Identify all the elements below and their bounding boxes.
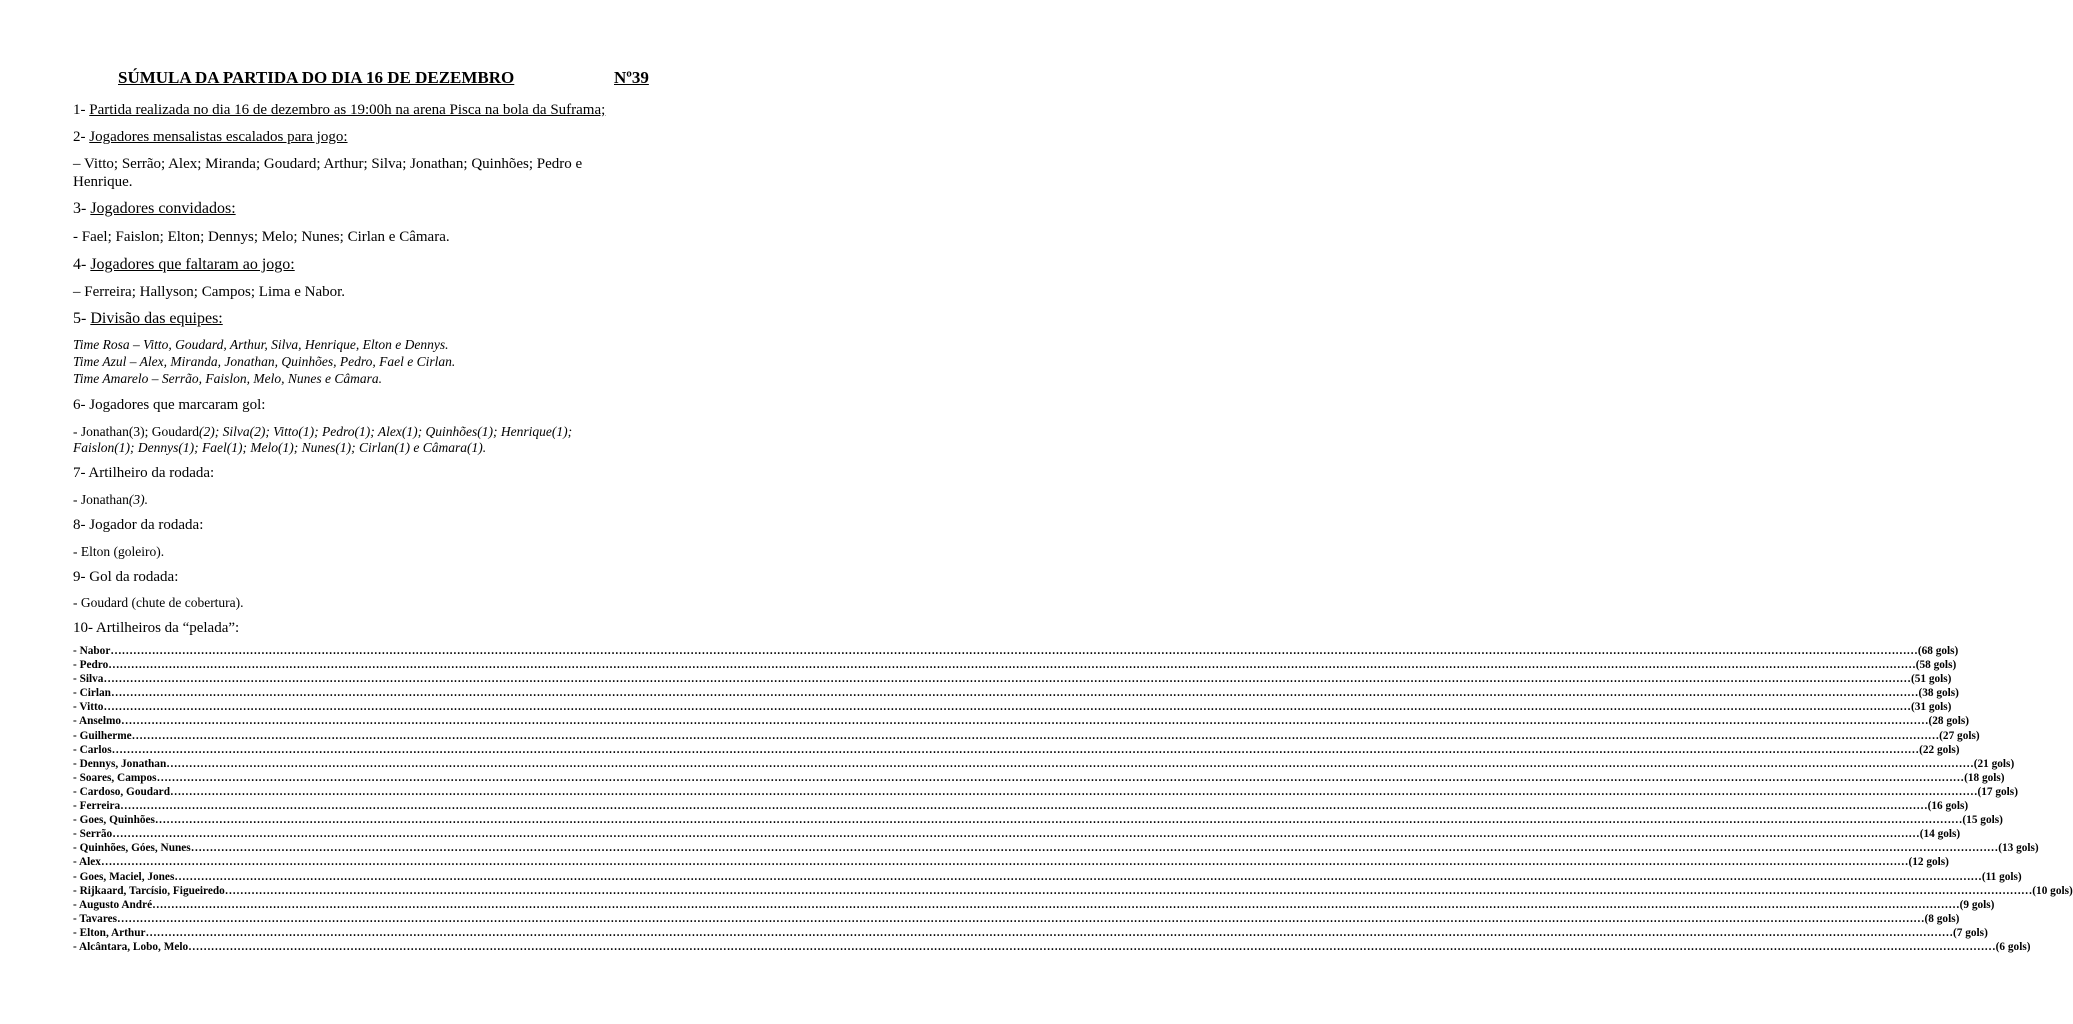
section-2-line-2: Henrique. xyxy=(73,174,133,190)
scorer-goals: (12 gols) xyxy=(1908,856,1949,869)
scorer-name: - Rijkaard, Tarcísio, Figueiredo xyxy=(73,884,225,897)
scorer-row xyxy=(73,870,2022,884)
team-rosa: Time Rosa – Vitto, Goudard, Arthur, Silva, Henrique, Elton e Dennys. xyxy=(73,337,449,352)
dot-leader: ………………………………………………………………………………………………………………………………………………………………………………………………………………………………………………………………………………………………………………………………………………………………………………………………………………………………………… xyxy=(120,800,1928,813)
document-number: Nº39 xyxy=(614,68,649,87)
dot-leader: ………………………………………………………………………………………………………………………………………………………………………………………………………………………………………………………………………………………………………………………………………………………………………………………………………………………………………… xyxy=(108,659,1916,672)
dot-leader: ………………………………………………………………………………………………………………………………………………………………………………………………………………………………………………………………………………………………………………………………………………………………………………………………………………………………………… xyxy=(100,856,1909,869)
scorer-name: - Carlos xyxy=(73,743,112,756)
scorer-row xyxy=(73,672,1952,686)
scorer-goals: (16 gols) xyxy=(1927,800,1969,813)
scorer-row xyxy=(73,813,2003,827)
section-4-text: – Ferreira; Hallyson; Campos; Lima e Nabor. xyxy=(73,284,346,300)
section-6-line-1-start: - Jonathan(3); Goudard xyxy=(73,424,199,439)
dot-leader: ………………………………………………………………………………………………………………………………………………………………………………………………………………………………………………………………………………………………………………………………………………………………………………………………………………………………………… xyxy=(110,645,1918,657)
scorer-row xyxy=(73,912,1960,926)
section-7-heading: 7- Artilheiro da rodada: xyxy=(73,465,215,481)
scorer-goals: (18 gols) xyxy=(1964,771,2005,784)
section-4-title: Jogadores que faltaram ao jogo: xyxy=(90,256,295,273)
scorer-row xyxy=(73,855,1949,869)
section-2-line-1: – Vitto; Serrão; Alex; Miranda; Goudard; Arthur; Silva; Jonathan; Quinhões; Pedro e xyxy=(73,156,583,172)
scorer-goals: (51 gols) xyxy=(1910,673,1952,686)
scorer-row xyxy=(73,926,1988,940)
scorer-name: - Tavares xyxy=(73,912,118,925)
scorer-name: - Guilherme xyxy=(73,729,132,742)
dot-leader: ………………………………………………………………………………………………………………………………………………………………………………………………………………………………………………………………………………………………………………………………………………………………………………………………………………………………………… xyxy=(117,912,1925,925)
scorer-name: - Anselmo xyxy=(73,715,122,728)
scorer-row xyxy=(73,729,1980,743)
section-7-name: - Jonathan xyxy=(73,492,129,507)
section-6-line-1-rest: (2); Silva(2); Vitto(1); Pedro(1); Alex(1); Quinhões(1); Henrique(1); xyxy=(198,424,573,439)
scorer-name: - Nabor xyxy=(73,645,111,657)
scorer-goals: (28 gols) xyxy=(1928,715,1969,728)
scorer-row xyxy=(73,940,2031,954)
scorer-goals: (6 gols) xyxy=(1995,940,2031,953)
section-3-text: - Fael; Faislon; Elton; Dennys; Melo; Nunes; Cirlan e Câmara. xyxy=(73,229,450,245)
scorer-goals: (15 gols) xyxy=(1962,814,2003,827)
scorer-name: - Cardoso, Goudard xyxy=(73,785,170,798)
section-9-heading: 9- Gol da rodada: xyxy=(73,569,179,585)
section-1 xyxy=(73,101,693,119)
section-6-line-2: Faislon(1); Dennys(1); Fael(1); Melo(1); Nunes(1); Cirlan(1) e Câmara(1). xyxy=(73,440,487,455)
scorer-row xyxy=(73,743,1960,757)
section-3-title: Jogadores convidados: xyxy=(90,200,236,217)
dot-leader: ………………………………………………………………………………………………………………………………………………………………………………………………………………………………………………………………………………………………………………………………………………………………………………………………………………………………………… xyxy=(169,785,1978,798)
scorer-name: - Goes, Quinhões xyxy=(73,814,155,827)
dot-leader: ………………………………………………………………………………………………………………………………………………………………………………………………………………………………………………………………………………………………………………………………………………………………………………………………………………………………………… xyxy=(152,898,1960,911)
scorer-row xyxy=(73,658,1957,672)
section-3-heading xyxy=(73,199,693,219)
scorer-goals: (8 gols) xyxy=(1924,912,1960,925)
dot-leader: ………………………………………………………………………………………………………………………………………………………………………………………………………………………………………………………………………………………………………………………………………………………………………………………………………………………………………… xyxy=(103,673,1911,686)
scorer-row xyxy=(73,714,1969,728)
scorer-name: - Pedro xyxy=(73,659,109,672)
dot-leader: ………………………………………………………………………………………………………………………………………………………………………………………………………………………………………………………………………………………………………………………………………………………………………………………………………………………………………… xyxy=(111,743,1920,756)
scorer-row xyxy=(73,644,1959,658)
scorer-row xyxy=(73,884,2073,898)
scorer-row xyxy=(73,757,2015,771)
section-8-heading: 8- Jogador da rodada: xyxy=(73,517,204,533)
section-3-prefix: 3- xyxy=(73,200,91,217)
dot-leader: ………………………………………………………………………………………………………………………………………………………………………………………………………………………………………………………………………………………………………………………………………………………………………………………………………………………………………… xyxy=(110,687,1919,700)
scorer-goals: (13 gols) xyxy=(1998,842,2039,855)
dot-leader: ………………………………………………………………………………………………………………………………………………………………………………………………………………………………………………………………………………………………………………………………………………………………………………………………………………………………………… xyxy=(166,757,1974,770)
section-5-prefix: 5- xyxy=(73,310,91,327)
scorer-name: - Cirlan xyxy=(73,687,111,700)
scorer-row xyxy=(73,841,2039,855)
scorer-name: - Soares, Campos xyxy=(73,771,157,784)
scorer-row xyxy=(73,785,2018,799)
scorer-row xyxy=(73,686,1959,700)
dot-leader: ………………………………………………………………………………………………………………………………………………………………………………………………………………………………………………………………………………………………………………………………………………………………………………………………………………………………………… xyxy=(156,771,1965,784)
scorer-goals: (7 gols) xyxy=(1953,926,1988,939)
dot-leader: ………………………………………………………………………………………………………………………………………………………………………………………………………………………………………………………………………………………………………………………………………………………………………………………………………………………………………… xyxy=(154,814,1963,827)
scorer-goals: (17 gols) xyxy=(1977,785,2018,798)
scorer-name: - Alcântara, Lobo, Melo xyxy=(73,940,189,953)
section-8-text: - Elton (goleiro). xyxy=(73,544,165,559)
scorer-name: - Ferreira xyxy=(73,800,121,813)
scorer-goals: (31 gols) xyxy=(1910,701,1952,714)
dot-leader: ………………………………………………………………………………………………………………………………………………………………………………………………………………………………………………………………………………………………………………………………………………………………………………………………………………………………………… xyxy=(174,870,1982,883)
scorer-goals: (9 gols) xyxy=(1959,898,1995,911)
document-title: SÚMULA DA PARTIDA DO DIA 16 DE DEZEMBRO xyxy=(118,68,515,87)
scorer-row xyxy=(73,799,1969,813)
section-2-prefix: 2- xyxy=(73,129,90,145)
scorer-name: - Elton, Arthur xyxy=(73,926,146,939)
dot-leader: ………………………………………………………………………………………………………………………………………………………………………………………………………………………………………………………………………………………………………………………………………………………………………………………………………………………………………… xyxy=(190,842,1999,855)
scorer-name: - Dennys, Jonathan xyxy=(73,757,167,770)
section-4-prefix: 4- xyxy=(73,256,91,273)
section-9-text: - Goudard (chute de cobertura). xyxy=(73,595,244,610)
scorer-goals: (68 gols) xyxy=(1917,645,1959,657)
scorer-goals: (11 gols) xyxy=(1981,870,2022,883)
scorer-goals: (27 gols) xyxy=(1939,729,1980,742)
scorer-goals: (14 gols) xyxy=(1919,828,1961,841)
scorer-name: - Alex xyxy=(73,856,101,869)
team-amarelo: Time Amarelo – Serrão, Faislon, Melo, Nunes e Câmara. xyxy=(73,371,382,386)
section-4-heading xyxy=(73,255,693,275)
scorer-name: - Vitto xyxy=(73,701,104,714)
scorer-name: - Quinhões, Góes, Nunes xyxy=(73,842,191,855)
scorer-goals: (10 gols) xyxy=(2032,884,2073,897)
section-10-heading: 10- Artilheiros da “pelada”: xyxy=(73,620,240,636)
dot-leader: ………………………………………………………………………………………………………………………………………………………………………………………………………………………………………………………………………………………………………………………………………………………………………………………………………………………………………… xyxy=(103,701,1911,714)
section-5-heading xyxy=(73,309,693,329)
section-1-prefix: 1- xyxy=(73,102,90,118)
scorer-row xyxy=(73,827,1961,841)
section-2-title: Jogadores mensalistas escalados para jogo: xyxy=(89,129,348,145)
scorer-row xyxy=(73,771,2005,785)
dot-leader: ………………………………………………………………………………………………………………………………………………………………………………………………………………………………………………………………………………………………………………………………………………………………………………………………………………………………………… xyxy=(188,940,1996,953)
scorers-list xyxy=(73,644,2073,954)
scorer-goals: (21 gols) xyxy=(1973,757,2015,770)
scorer-name: - Augusto André xyxy=(73,898,153,911)
scorer-name: - Silva xyxy=(73,673,104,686)
section-1-text: Partida realizada no dia 16 de dezembro as 19:00h na arena Pisca na bola da Suframa; xyxy=(89,102,606,118)
dot-leader: ………………………………………………………………………………………………………………………………………………………………………………………………………………………………………………………………………………………………………………………………………………………………………………………………………………………………………… xyxy=(131,729,1940,742)
section-6-line-1 xyxy=(73,423,693,440)
scorer-row xyxy=(73,898,1995,912)
scorer-row xyxy=(73,700,1952,714)
scorer-name: - Goes, Maciel, Jones xyxy=(73,870,175,883)
scorer-name: - Serrão xyxy=(73,828,113,841)
section-6-heading: 6- Jogadores que marcaram gol: xyxy=(73,397,266,413)
scorer-goals: (38 gols) xyxy=(1918,687,1959,700)
section-7-count: (3). xyxy=(128,492,148,507)
section-5-title: Divisão das equipes: xyxy=(90,310,223,327)
dot-leader: ………………………………………………………………………………………………………………………………………………………………………………………………………………………………………………………………………………………………………………………………………………………………………………………………………………………………………… xyxy=(121,715,1929,728)
dot-leader: ………………………………………………………………………………………………………………………………………………………………………………………………………………………………………………………………………………………………………………………………………………………………………………………………………………………………………… xyxy=(224,884,2033,897)
section-7-text xyxy=(73,491,693,508)
scorer-goals: (58 gols) xyxy=(1915,659,1957,672)
dot-leader: ………………………………………………………………………………………………………………………………………………………………………………………………………………………………………………………………………………………………………………………………………………………………………………………………………………………………………… xyxy=(145,926,1953,939)
section-2-heading xyxy=(73,128,693,146)
dot-leader: ………………………………………………………………………………………………………………………………………………………………………………………………………………………………………………………………………………………………………………………………………………………………………………………………………………………………………… xyxy=(112,828,1920,841)
scorer-goals: (22 gols) xyxy=(1919,743,1960,756)
team-azul: Time Azul – Alex, Miranda, Jonathan, Quinhões, Pedro, Fael e Cirlan. xyxy=(73,354,456,369)
